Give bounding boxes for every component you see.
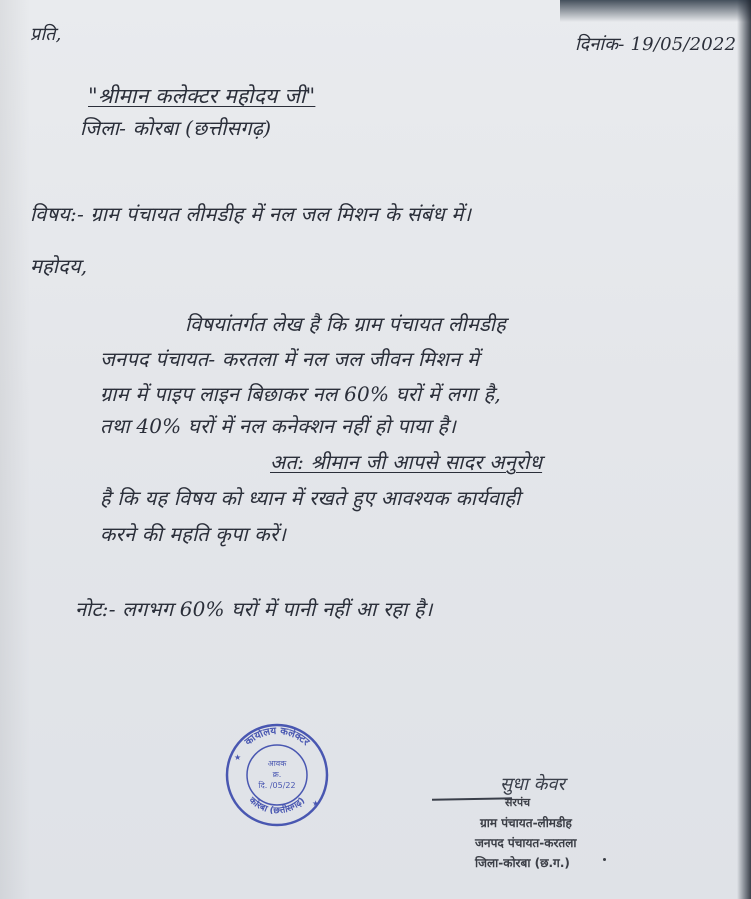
paper-shadow <box>0 0 30 899</box>
signature-stroke <box>432 797 512 800</box>
letter-subject: विषय:- ग्राम पंचायत लीमडीह में नल जल मिशन के संबंध में। <box>30 202 472 226</box>
stamp-outer-text: कार्यालय कलेक्टर <box>243 725 312 749</box>
ink-dot <box>603 858 606 861</box>
body-line-2: जनपद पंचायत- करतला में नल जल जीवन मिशन में <box>100 347 480 371</box>
letter-note: नोट:- लगभग 60% घरों में पानी नहीं आ रहा है। <box>75 597 433 621</box>
letter-date: दिनांक- 19/05/2022 <box>575 34 737 55</box>
seal-gram-panchayat: ग्राम पंचायत-लीमडीह <box>480 816 572 830</box>
stamp-inner-line-1: आवक <box>267 759 287 768</box>
seal-designation: सरपंच <box>505 796 531 809</box>
seal-district: जिला-कोरबा (छ.ग.) <box>475 856 570 870</box>
seal-janpad-panchayat: जनपद पंचायत-करतला <box>475 836 577 850</box>
address-line-1: "श्रीमान कलेक्टर महोदय जी" <box>88 84 316 108</box>
body-line-3: ग्राम में पाइप लाइन बिछाकर नल 60% घरों में लगा है, <box>100 382 501 406</box>
office-receipt-stamp <box>222 720 332 830</box>
letter-salutation: महोदय, <box>30 254 88 278</box>
stamp-inner-line-2: क्र. <box>272 770 282 779</box>
body-line-5: अत: श्रीमान जी आपसे सादर अनुरोध <box>270 450 543 474</box>
svg-text:★: ★ <box>234 753 242 762</box>
letter-recipient-prefix: प्रति, <box>30 24 62 45</box>
body-line-4: तथा 40% घरों में नल कनेक्शन नहीं हो पाया है। <box>100 414 457 438</box>
body-line-7: करने की महति कृपा करें। <box>100 522 286 546</box>
background-edge-top <box>560 0 751 22</box>
svg-text:★: ★ <box>312 799 320 808</box>
stamp-bottom-text: कोरबा (छत्तीसगढ़) <box>246 795 308 817</box>
address-line-2: जिला- कोरबा (छत्तीसगढ़) <box>80 116 272 140</box>
signature-name: सुधा केवर <box>500 774 565 795</box>
background-edge-right <box>737 0 751 899</box>
body-line-6: है कि यह विषय को ध्यान में रखते हुए आवश्यक कार्यवाही <box>100 486 521 510</box>
stamp-inner-line-3: दि. /05/22 <box>258 781 296 790</box>
body-line-1: विषयांतर्गत लेख है कि ग्राम पंचायत लीमडीह <box>185 312 506 336</box>
